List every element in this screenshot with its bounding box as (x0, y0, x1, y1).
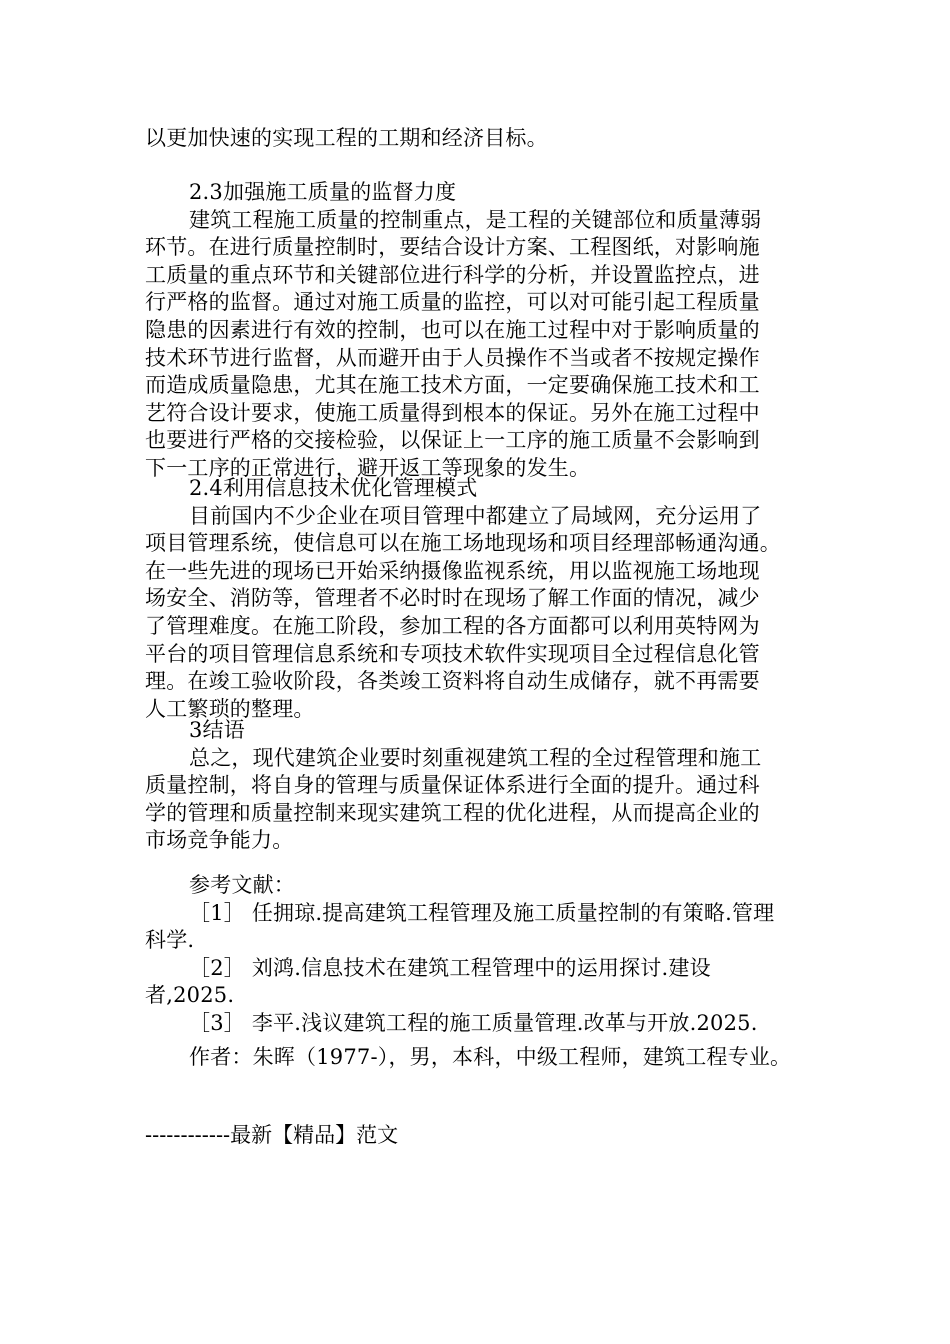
section-heading: 2.4利用信息技术优化管理模式 (189, 476, 478, 500)
body-line: 技术环节进行监督，从而避开由于人员操作不当或者不按规定操作 (145, 345, 760, 370)
body-line: 场安全、消防等，管理者不必时时在现场了解工作面的情况，减少 (145, 586, 760, 611)
section-body (145, 745, 805, 855)
reference-item (145, 955, 805, 1010)
reference-item (145, 1010, 805, 1038)
body-line: 市场竞争能力。 (145, 828, 294, 853)
section-heading: 3结语 (189, 718, 245, 742)
references-heading: 参考文献： (189, 873, 295, 897)
body-line: 而造成质量隐患，尤其在施工技术方面，一定要确保施工技术和工 (145, 373, 760, 398)
author-line: 作者：朱晖（1977-），男，本科，中级工程师，建筑工程专业。 (189, 1045, 792, 1069)
references-section (145, 872, 805, 1038)
author-note (145, 1044, 845, 1072)
body-line: 下一工序的正常进行，避开返工等现象的发生。 (145, 455, 591, 480)
body-line: 了管理难度。在施工阶段，参加工程的各方面都可以利用英特网为 (145, 613, 760, 638)
reference-line: 科学. (145, 928, 195, 953)
body-line: 项目管理系统，使信息可以在施工场地现场和项目经理部畅通沟通。 (145, 531, 781, 556)
body-line: 总之，现代建筑企业要时刻重视建筑工程的全过程管理和施工 (189, 745, 762, 770)
intro-line: 以更加快速的实现工程的工期和经济目标。 (145, 126, 548, 150)
body-line: 也要进行严格的交接检验，以保证上一工序的施工质量不会影响到 (145, 428, 760, 453)
body-line: 艺符合设计要求，使施工质量得到根本的保证。另外在施工过程中 (145, 400, 760, 425)
body-line: 平台的项目管理信息系统和专项技术软件实现项目全过程信息化管 (145, 641, 760, 666)
section-heading: 2.3加强施工质量的监督力度 (189, 180, 457, 204)
reference-line: ［3］ 李平.浅议建筑工程的施工质量管理.改革与开放.2025. (189, 1010, 758, 1035)
body-line: 目前国内不少企业在项目管理中都建立了局域网，充分运用了 (189, 503, 762, 528)
body-line: 建筑工程施工质量的控制重点，是工程的关键部位和质量薄弱 (189, 207, 762, 232)
body-line: 环节。在进行质量控制时，要结合设计方案、工程图纸，对影响施 (145, 235, 760, 260)
section-2-4 (145, 475, 805, 723)
body-line: 理。在竣工验收阶段，各类竣工资料将自动生成储存，就不再需要 (145, 669, 760, 694)
body-line: 学的管理和质量控制来现实建筑工程的优化进程，从而提高企业的 (145, 800, 760, 825)
reference-line: 者,2025. (145, 983, 235, 1008)
body-line: 隐患的因素进行有效的控制，也可以在施工过程中对于影响质量的 (145, 317, 760, 342)
body-line: 人工繁琐的整理。 (145, 696, 315, 721)
section-body (145, 503, 805, 724)
intro-paragraph (145, 125, 805, 153)
reference-item (145, 900, 805, 955)
body-line: 在一些先进的现场已开始采纳摄像监视系统，用以监视施工场地现 (145, 558, 760, 583)
section-2-3 (145, 179, 805, 483)
reference-line: ［1］ 任拥琼.提高建筑工程管理及施工质量控制的有策略.管理 (189, 900, 775, 925)
body-line: 工质量的重点环节和关键部位进行科学的分析，并设置监控点，进 (145, 262, 760, 287)
body-line: 行严格的监督。通过对施工质量的监控，可以对可能引起工程质量 (145, 290, 760, 315)
body-line: 质量控制，将自身的管理与质量保证体系进行全面的提升。通过科 (145, 773, 760, 798)
section-3-conclusion (145, 717, 805, 855)
page-footer: ------------最新【精品】范文 (145, 1123, 399, 1147)
section-body (145, 207, 805, 483)
reference-line: ［2］ 刘鸿.信息技术在建筑工程管理中的运用探讨.建设 (189, 955, 711, 980)
